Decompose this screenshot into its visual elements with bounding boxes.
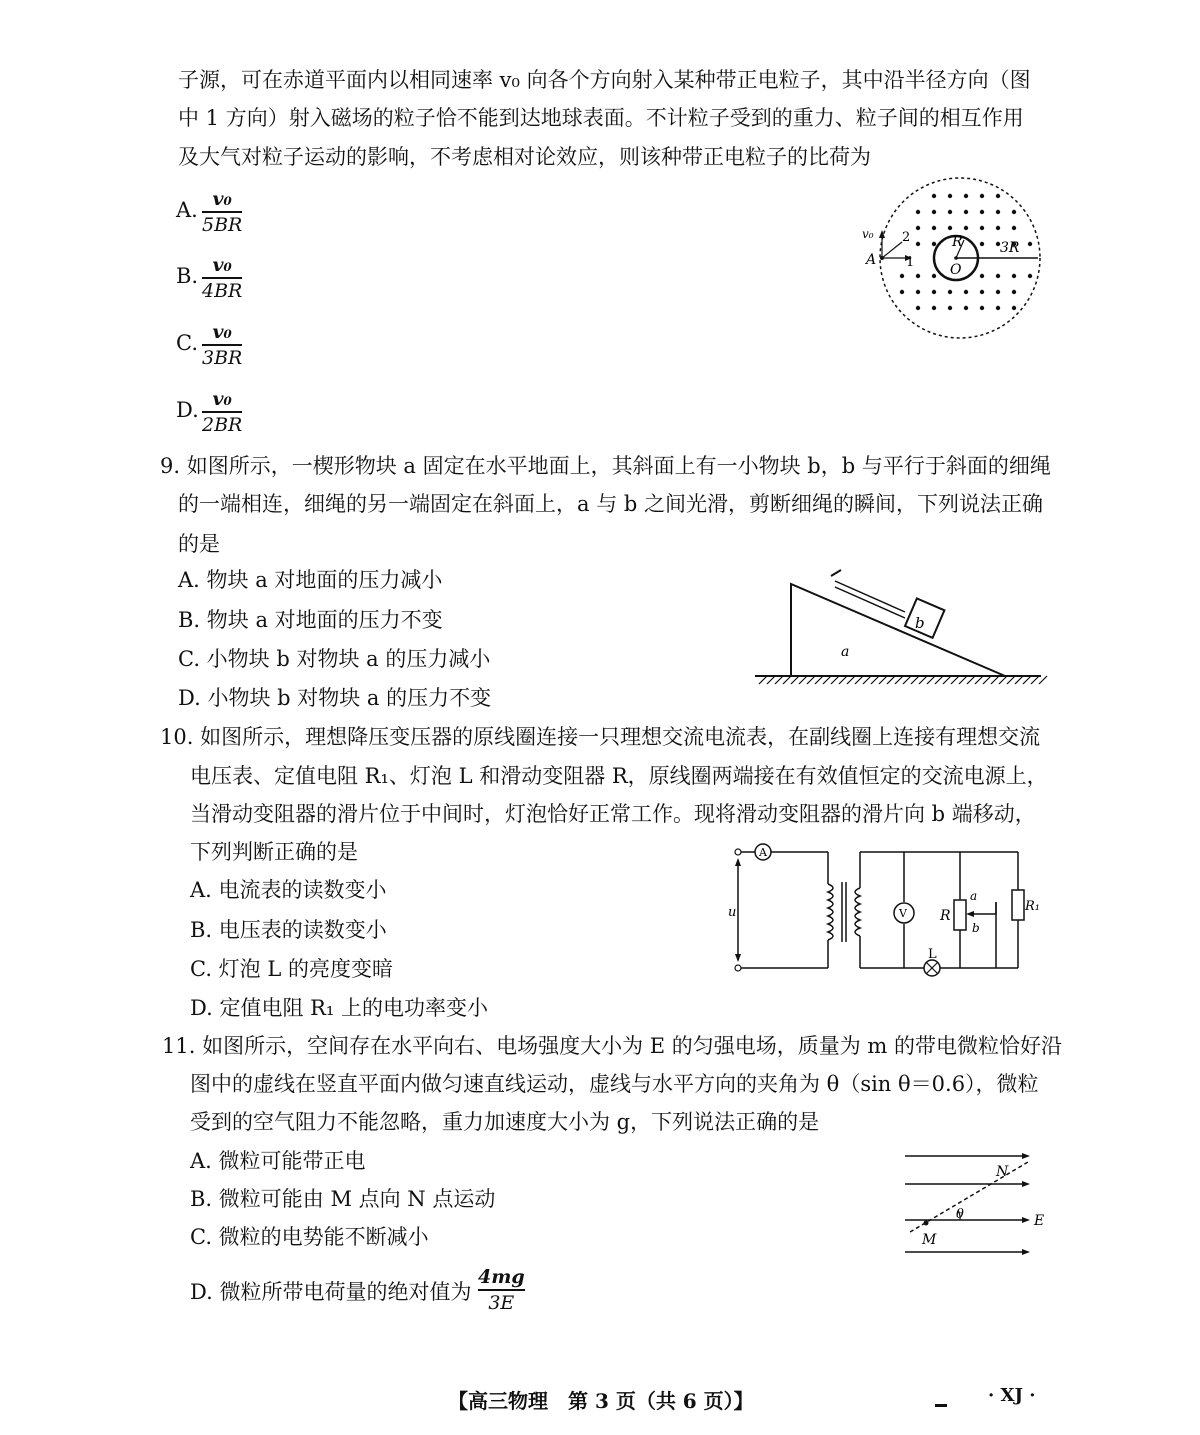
q8-line-2: 中 1 方向）射入磁场的粒子恰不能到达地球表面。不计粒子受到的重力、粒子间的相互作用 xyxy=(178,106,1024,130)
secondary-coil xyxy=(855,888,860,936)
wedge-a xyxy=(791,584,1005,676)
q11-line-1: 11. 如图所示，空间存在水平向右、电场强度大小为 E 的匀强电场，质量为 m 的带电微粒恰好沿 xyxy=(162,1034,1063,1058)
radius-3r-label: 3R xyxy=(1000,240,1020,256)
q9-line-3: 的是 xyxy=(178,532,220,556)
direction-1-label: 1 xyxy=(906,255,915,270)
radius-r-label: R xyxy=(952,234,963,250)
q9-line-1: 9. 如图所示，一楔形物块 a 固定在水平地面上，其斜面上有一小物块 b，b 与平行于斜面的细绳 xyxy=(160,454,1051,478)
q8-option-c-label: C. xyxy=(176,331,198,355)
q9-option-d: D. 小物块 b 对物块 a 的压力不变 xyxy=(178,686,492,710)
wedge-a-label: a xyxy=(841,644,850,660)
point-n-label: N xyxy=(996,1164,1009,1180)
particle xyxy=(924,1221,929,1226)
q8-option-b-fraction: v₀ 4BR xyxy=(202,254,243,302)
q10-option-c: C. 灯泡 L 的亮度变暗 xyxy=(190,957,393,981)
q11-option-a: A. 微粒可能带正电 xyxy=(190,1149,366,1173)
page-footer: 【高三物理 第 3 页（共 6 页）】 xyxy=(448,1389,754,1413)
footer-dash xyxy=(935,1404,947,1407)
block-b-label: b xyxy=(915,614,925,632)
q10-line-4: 下列判断正确的是 xyxy=(190,840,358,864)
q8-field-diagram xyxy=(860,186,1050,336)
q8-option-a-label: A. xyxy=(176,198,198,222)
v0-label: v₀ xyxy=(862,227,874,241)
direction-2-label: 2 xyxy=(902,230,911,245)
q8-option-d-fraction: v₀ 2BR xyxy=(202,388,243,436)
source-u-label: u xyxy=(728,905,737,920)
primary-coil xyxy=(828,884,833,940)
rheostat-r-label: R xyxy=(940,908,951,924)
voltmeter-label: V xyxy=(899,907,907,920)
q9-wedge-diagram xyxy=(755,568,1045,688)
q8-option-d-label: D. xyxy=(176,398,199,422)
q10-line-1: 10. 如图所示，理想降压变压器的原线圈连接一只理想交流电流表，在副线圈上连接有理想交流 xyxy=(160,725,1041,749)
q11-option-d: D. 微粒所带电荷量的绝对值为 xyxy=(190,1280,472,1304)
terminal-b-label: b xyxy=(972,921,980,935)
angle-theta-label: θ xyxy=(956,1207,964,1222)
q10-line-3: 当滑动变阻器的滑片位于中间时，灯泡恰好正常工作。现将滑动变阻器的滑片向 b 端移动， xyxy=(190,802,1036,826)
q10-option-d: D. 定值电阻 R₁ 上的电功率变小 xyxy=(190,996,489,1020)
block-b xyxy=(905,598,944,637)
q9-line-2: 的一端相连，细绳的另一端固定在斜面上，a 与 b 之间光滑，剪断细绳的瞬间，下列说法正确 xyxy=(178,492,1043,516)
q8-option-a-fraction: v₀ 5BR xyxy=(202,188,243,236)
q11-field-diagram xyxy=(900,1148,1050,1260)
direction-2-arrow xyxy=(882,242,902,258)
q8-option-c-fraction: v₀ 3BR xyxy=(202,321,243,369)
point-m-label: M xyxy=(922,1232,937,1248)
field-e-label: E xyxy=(1034,1213,1045,1229)
q11-line-2: 图中的虚线在竖直平面内做匀速直线运动，虚线与水平方向的夹角为 θ（sin θ＝0.6），微粒 xyxy=(190,1072,1039,1096)
footer-code: · XJ · xyxy=(988,1385,1036,1406)
center-o-label: O xyxy=(950,262,962,278)
lamp-label: L xyxy=(928,947,937,962)
point-a-label: A xyxy=(866,252,877,268)
q11-option-c: C. 微粒的电势能不断减小 xyxy=(190,1225,429,1249)
terminal-a-label: a xyxy=(970,889,978,903)
q9-option-a: A. 物块 a 对地面的压力减小 xyxy=(178,568,443,592)
q8-line-3: 及大气对粒子运动的影响，不考虑相对论效应，则该种带正电粒子的比荷为 xyxy=(178,145,871,169)
rope-anchor xyxy=(831,570,841,576)
resistor-r1-label: R₁ xyxy=(1025,899,1040,914)
q10-circuit-diagram xyxy=(728,842,1044,977)
q8-option-b-label: B. xyxy=(176,264,199,288)
q8-line-1: 子源，可在赤道平面内以相同速率 v₀ 向各个方向射入某种带正电粒子，其中沿半径方向（图 xyxy=(178,68,1031,92)
ground-hatch xyxy=(759,676,1047,684)
q11-line-3: 受到的空气阻力不能忽略，重力加速度大小为 g，下列说法正确的是 xyxy=(190,1110,820,1134)
q10-option-a: A. 电流表的读数变小 xyxy=(190,878,387,902)
q10-line-2: 电压表、定值电阻 R₁、灯泡 L 和滑动变阻器 R，原线圈两端接在有效值恒定的交流电源上， xyxy=(190,764,1048,788)
q9-option-b: B. 物块 a 对地面的压力不变 xyxy=(178,608,443,632)
rope-lower xyxy=(835,587,905,618)
q10-option-b: B. 电压表的读数变小 xyxy=(190,918,387,942)
q9-option-c: C. 小物块 b 对物块 a 的压力减小 xyxy=(178,647,491,671)
q11-option-b: B. 微粒可能由 M 点向 N 点运动 xyxy=(190,1187,496,1211)
ammeter-label: A xyxy=(759,846,767,859)
q11-option-d-fraction: 4mg 3E xyxy=(478,1266,525,1314)
slider-arrow xyxy=(966,911,974,917)
